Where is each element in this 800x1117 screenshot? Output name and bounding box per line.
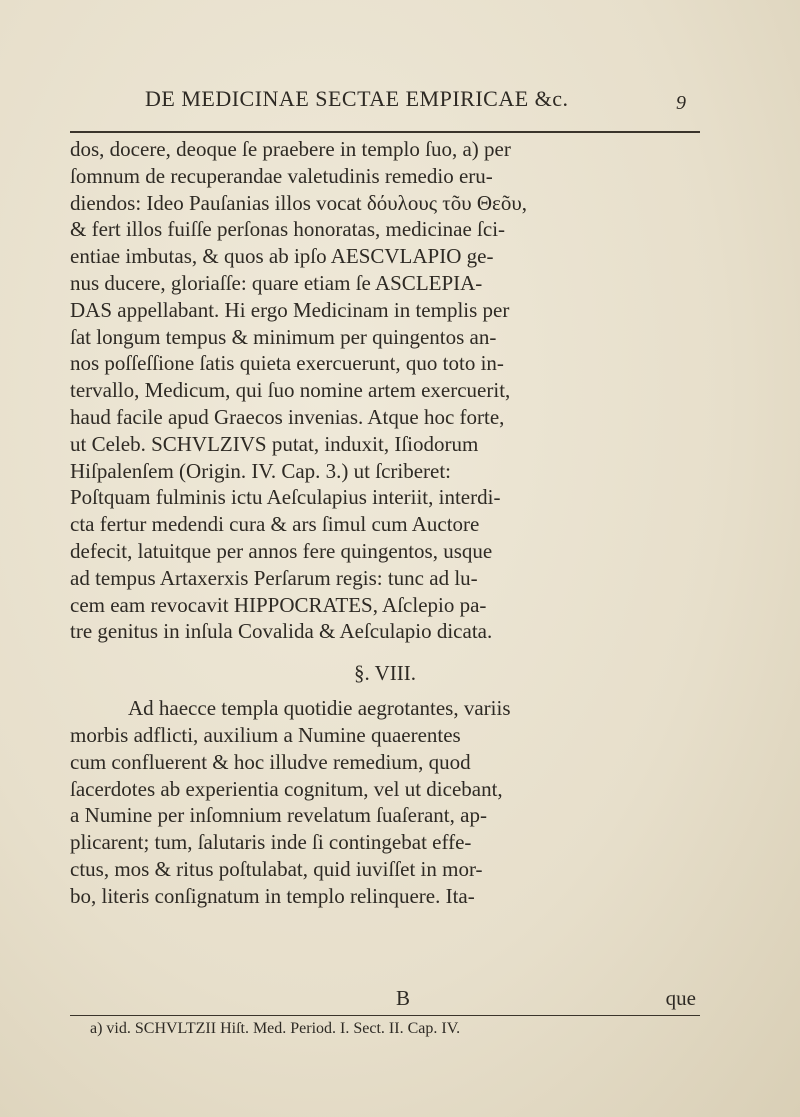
text-line: ctus, mos & ritus poſtulabat, quid iuviſſet in mor-: [70, 856, 483, 881]
text-line: tervallo, Medicum, qui ſuo nomine artem exercuerit,: [70, 378, 511, 403]
text-line: entiae imbutas, & quos ab ipſo AESCVLAPIO ge-: [70, 244, 494, 269]
text-line: cem eam revocavit HIPPOCRATES, Aſclepio pa-: [70, 592, 487, 617]
text-line: Poſtquam fulminis ictu Aeſculapius interiit, interdi-: [70, 485, 501, 510]
text-line: haud facile apud Graecos invenias. Atque hoc forte,: [70, 404, 505, 429]
text-line: defecit, latuitque per annos fere quingentos, usque: [70, 538, 493, 563]
text-line: Ad haecce templa quotidie aegrotantes, variis: [128, 696, 511, 721]
catchword: que: [665, 986, 696, 1010]
text-line: diendos: Ideo Pauſanias illos vocat δόυλους τõυ Θεõυ,: [70, 190, 528, 215]
page-number: 9: [676, 92, 686, 114]
text-line: nus ducere, gloriaſſe: quare etiam ſe ASCLEPIA-: [70, 270, 483, 295]
section-heading: §. VIII.: [353, 661, 416, 686]
text-line: ut Celeb. SCHVLZIVS putat, induxit, Iſiodorum: [70, 431, 479, 456]
footnote-rule: [70, 1015, 700, 1016]
text-line: plicarent; tum, ſalutaris inde ſi contingebat effe-: [70, 830, 472, 855]
paragraph-2: [70, 695, 700, 909]
text-line: & fert illos fuiſſe perſonas honoratas, medicinae ſci-: [70, 217, 506, 242]
text-line: Hiſpalenſem (Origin. IV. Cap. 3.) ut ſcriberet:: [70, 458, 452, 483]
text-line: nos poſſeſſione ſatis quieta exercuerunt, quo toto in-: [70, 351, 504, 376]
text-line: a Numine per inſomnium revelatum ſuaſerant, ap-: [70, 803, 487, 828]
text-line: bo, literis conſignatum in templo relinquere. Ita-: [70, 883, 475, 908]
text-line: ſomnum de recuperandae valetudinis remedio eru-: [70, 163, 493, 188]
running-title: DE MEDICINAE SECTAE EMPIRICAE &c.: [145, 86, 569, 111]
text-line: dos, docere, deoque ſe praebere in templo ſuo, a) per: [70, 137, 511, 161]
signature-mark: B: [396, 986, 411, 1010]
text-line: ad tempus Artaxerxis Perſarum regis: tunc ad lu-: [70, 565, 478, 590]
footnote: a) vid. SCHVLTZII Hiſt. Med. Period. I. Sect. II. Cap. IV.: [90, 1020, 461, 1037]
body-text: [70, 136, 700, 910]
text-line: ſat longum tempus & minimum per quingentos an-: [70, 324, 497, 349]
text-line: tre genitus in inſula Covalida & Aeſculapio dicata.: [70, 619, 493, 644]
text-line: cum confluerent & hoc illudve remedium, quod: [70, 749, 471, 774]
text-line: ſacerdotes ab experientia cognitum, vel ut dicebant,: [70, 776, 503, 801]
text-line: DAS appellabant. Hi ergo Medicinam in templis per: [70, 297, 510, 322]
paragraph-1: [70, 136, 700, 645]
text-line: morbis adflicti, auxilium a Numine quaerentes: [70, 722, 461, 747]
text-line: cta fertur medendi cura & ars ſimul cum Auctore: [70, 512, 480, 537]
catchword-line: [70, 986, 700, 1012]
header-rule: [70, 131, 700, 133]
